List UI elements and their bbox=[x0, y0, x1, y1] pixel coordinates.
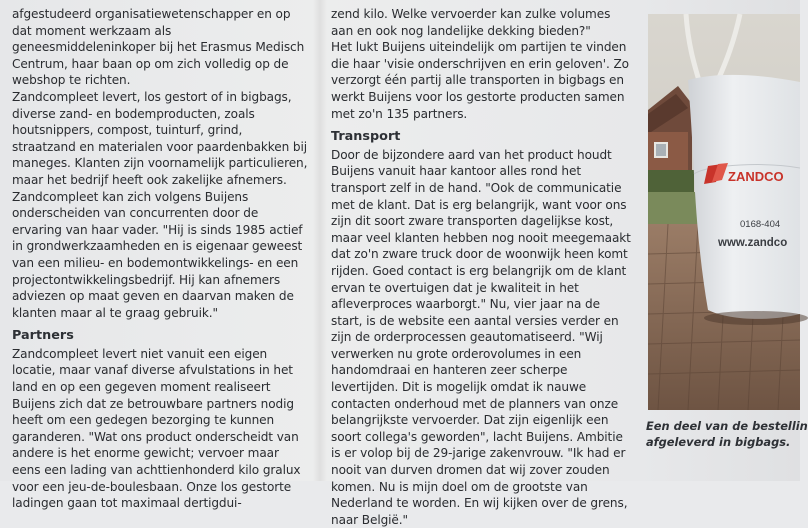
bag-phone-text: 0168-404 bbox=[740, 219, 781, 230]
caption-line-1: Een deel van de bestellin bbox=[646, 419, 808, 433]
bag-url-text: www.zandco bbox=[718, 237, 788, 249]
paragraph-intro-continued: afgestudeerd organisatiewetenschapper en op dat moment werkzaam als geneesmiddeleninkoper bij het Erasmus Medisch Centrum, haar baan op om zich volledig op de webshop te richten. bbox=[12, 7, 305, 88]
page-fold-shadow bbox=[313, 0, 327, 481]
caption-line-2: afgeleverd in bigbags. bbox=[646, 435, 791, 449]
section-heading-partners: Partners bbox=[12, 328, 74, 344]
section-heading-transport: Transport bbox=[331, 129, 401, 145]
paragraph-partners-continued: zend kilo. Welke vervoerder kan zulke volumes aan en ook nog landelijke dekking bieden?" bbox=[331, 7, 611, 38]
text-column-left bbox=[12, 6, 308, 512]
bigbag-photo bbox=[648, 14, 800, 410]
paragraph-products: Zandcompleet levert, los gestort of in bigbags, diverse zand- en bodemproducten, zoals houtsnippers, compost, tuinturf, grind, straatzand en materialen voor paardenbakken bij maneges. Klanten zijn voornamelijk particulieren, maar het bedrijf heeft ook zakelijke afnemers. Zandcompleet kan zich volgens Buijens onderscheiden van concurrenten door de ervaring van haar vader. "Hij is sinds 1985 actief in grondwerkzaamheden en is eigenaar geweest van een milieu- en bodemontwikkelings- en een projectontwikkelingsbedrijf. Hij kan afnemers adviezen op maat geven en daarvan maken de klanten maar al te graag gebruik." bbox=[12, 89, 308, 320]
bag-brand-text: ZANDCO bbox=[728, 169, 784, 184]
paragraph-carriers: Het lukt Buijens uiteindelijk om partijen te vinden die haar 'visie onderschrijven en erin geloven'. Zo verzorgt één partij alle transporten in bigbags en werkt Buijens voor los gestorte producten samen met zo'n 135 partners. bbox=[331, 40, 629, 121]
photo-caption bbox=[646, 418, 808, 450]
text-column-middle bbox=[331, 6, 635, 528]
paragraph-partners: Zandcompleet levert niet vanuit een eigen locatie, maar vanaf diverse afvulstations in het land en op een gegeven moment realiseert Buijens zich dat ze betrouwbare partners nodig heeft om een gedegen bezorging te kunnen garanderen. "Wat ons product onderscheidt van andere is het enorme gewicht; vervoer maar eens een lading van achttienhonderd kilo gralux voor een jeu-de-boulesbaan. Onze los gestorte ladingen gaan tot maximaal dertigdui- bbox=[12, 346, 301, 511]
paragraph-transport: Door de bijzondere aard van het product houdt Buijens vanuit haar kantoor alles rond het transport zelf in de hand. "Ook de communicatie met de klant. Dat is erg belangrijk, want voor ons zijn dit soort zware transporten dagelijkse kost, maar veel klanten hebben nog nooit meegemaakt dat zo'n zware truck door de woonwijk heen komt rijden. Goed contact is erg belangrijk om de klant ervan te overtuigen dat je kwaliteit in het afleverproces waarborgt." Nu, vier jaar na de start, is de website een aantal versies verder en zijn de orderprocessen geautomatiseerd. "Wij verwerken nu grote orderovolumes in een handomdraai en hanteren zeer scherpe levertijden. Dit is mogelijk omdat ik nauwe contacten onderhoud met de planners van onze belangrijkste vervoerder. Dat zijn eigenlijk een soort collega's geworden", lacht Buijens. Ambitie is er volop bij de 29-jarige zakenvrouw. "Ik had er nooit van durven dromen dat wij zover zouden komen. Nu is mijn doel om de grootste van Nederland te worden. En wij kijken over de grens, naar België." bbox=[331, 147, 631, 527]
bigbag-illustration bbox=[648, 14, 800, 410]
